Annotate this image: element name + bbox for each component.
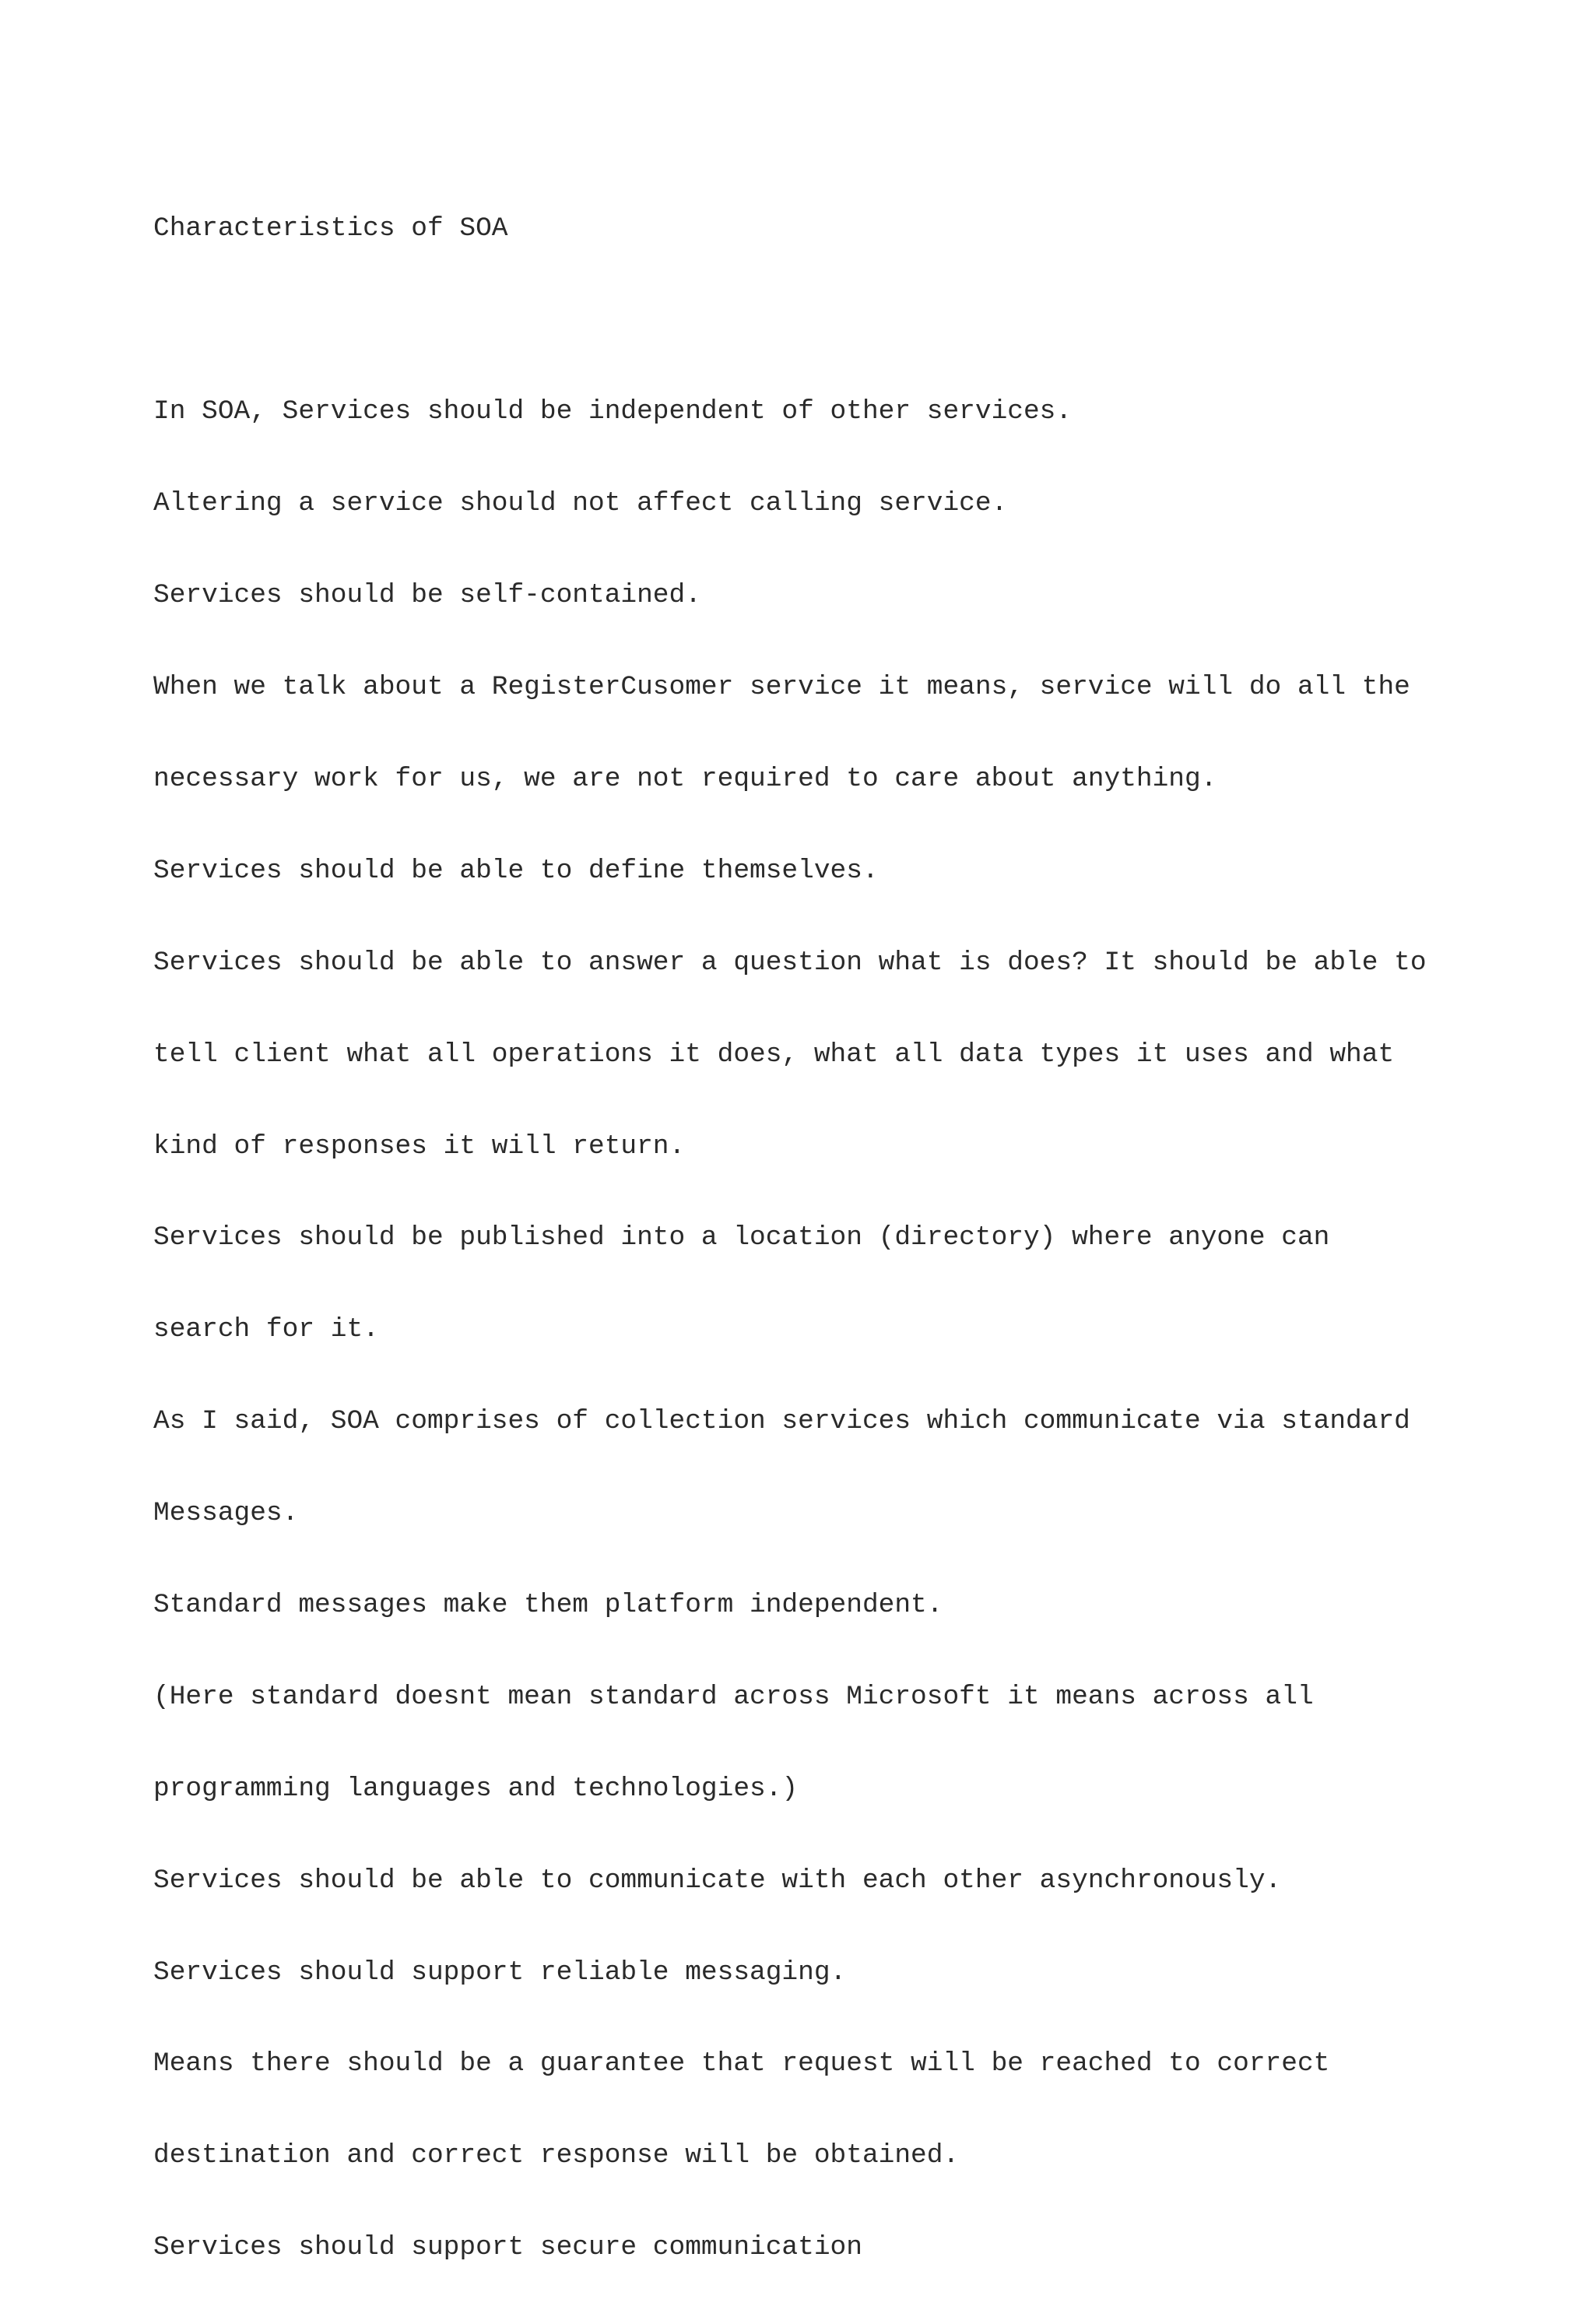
text-line: When we talk about a RegisterCusomer service it means, service will do all the — [153, 672, 1410, 703]
text-line: (Here standard doesnt mean standard across Microsoft it means across all — [153, 1681, 1314, 1712]
text-line: Services should be able to define themselves. — [153, 855, 879, 886]
text-line: Means there should be a guarantee that request will be reached to correct — [153, 2048, 1330, 2080]
text-line: Messages. — [153, 1498, 299, 1529]
text-line: Services should be published into a location (directory) where anyone can — [153, 1222, 1330, 1253]
text-line: Standard messages make them platform independent. — [153, 1589, 943, 1620]
text-line: search for it. — [153, 1314, 379, 1345]
text-line: Services should be self-contained. — [153, 580, 701, 611]
text-line: tell client what all operations it does, what all data types it uses and what — [153, 1039, 1395, 1070]
document-body — [153, 152, 1554, 2324]
text-line: destination and correct response will be obtained. — [153, 2140, 960, 2171]
blank-line — [153, 304, 1554, 335]
text-line: Services should support secure communication — [153, 2232, 862, 2263]
text-line: Services should support reliable messaging. — [153, 1957, 847, 1988]
text-line: In SOA, Services should be independent of other services. — [153, 396, 1073, 427]
text-line: kind of responses it will return. — [153, 1130, 686, 1162]
text-line: Services should be able to answer a question what is does? It should be able to — [153, 947, 1427, 978]
text-line: Services should be able to communicate with each other asynchronously. — [153, 1865, 1282, 1896]
text-line: necessary work for us, we are not required to care about anything. — [153, 763, 1217, 794]
text-line: Altering a service should not affect calling service. — [153, 488, 1008, 519]
document-title: Characteristics of SOA — [153, 213, 508, 244]
text-line: programming languages and technologies.) — [153, 1773, 799, 1804]
text-line: As I said, SOA comprises of collection services which communicate via standard — [153, 1406, 1410, 1437]
